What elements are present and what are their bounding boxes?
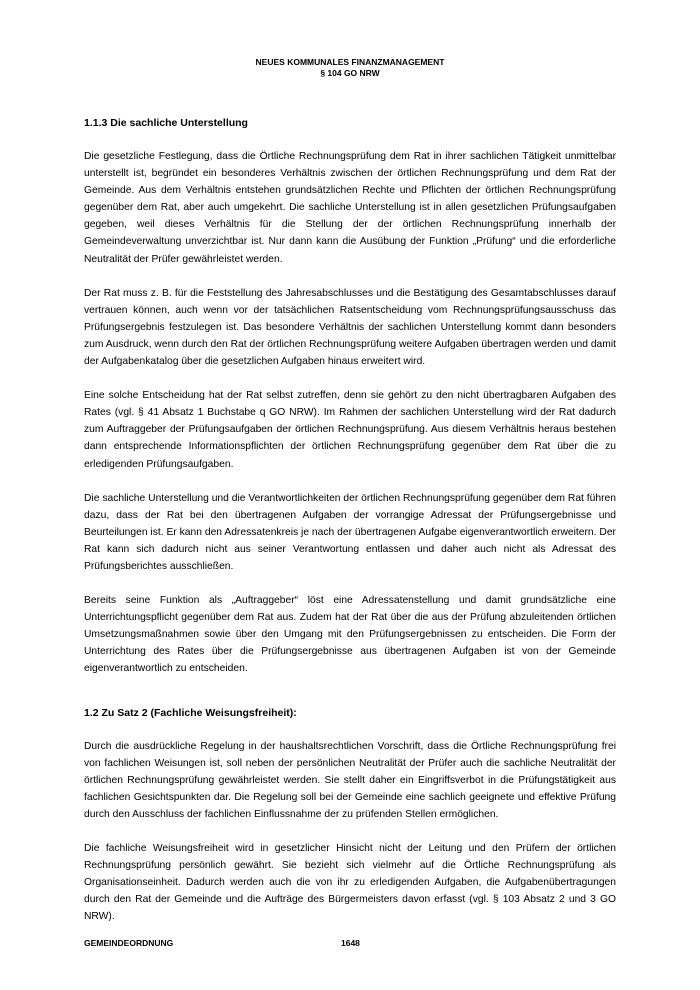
paragraph: Die gesetzliche Festlegung, dass die Örtliche Rechnungsprüfung dem Rat in ihrer sachlichen Tätigkeit unmittelbar unterstellt ist, begründet ein besonderes Verhältnis zwischen der örtlichen Rechnungsprüfung und dem Rat der Gemeinde. Aus dem Verhältnis entstehen grundsätzlichen Rechte und Pflichten der örtlichen Rechnungsprüfung gegenüber dem Rat, aber auch umgekehrt. Die sachliche Unterstellung ist in allen gesetzlichen Prüfungsaufgaben gegeben, weil dieses Verhältnis für die Stellung der der örtlichen Rechnungsprüfung innerhalb der Gemeindeverwaltung unverzichtbar ist. Nur dann kann die Ausübung der Funktion „Prüfung“ und die erforderliche Neutralität der Prüfer gewährleistet werden.: [84, 151, 616, 265]
paragraph: Die fachliche Weisungsfreiheit wird in gesetzlicher Hinsicht nicht der Leitung und den Prüfern der örtlichen Rechnungsprüfung persönlich gewährt. Sie bezieht sich vielmehr auf die Örtliche Rechnungsprüfung als Organisationseinheit. Dadurch werden auch die von ihr zu erledigenden Aufgaben, die Aufgabenübertragungen durch den Rat der Gemeinde und die Aufträge des Bürgermeisters davon erfasst (vgl. § 103 Absatz 2 und 3 GO NRW).: [84, 843, 616, 923]
paragraph: Die sachliche Unterstellung und die Verantwortlichkeiten der örtlichen Rechnungsprüfung gegenüber dem Rat führen dazu, dass der Rat bei den übertragenen Aufgaben der vorrangige Adressat der Prüfungsergebnisse und Beurteilungen ist. Er kann den Adressatenkreis je nach der übertragenen Aufgabe eigenverantwortlich erweitern. Der Rat kann sich dadurch nicht aus seiner Verantwortung entlassen und daher auch nicht als Adressat des Prüfungsberichtes ausschließen.: [84, 492, 616, 572]
footer-label: GEMEINDEORDNUNG: [84, 938, 174, 948]
paragraph: Durch die ausdrückliche Regelung in der haushaltsrechtlichen Vorschrift, dass die Örtliche Rechnungsprüfung frei von fachlichen Weisungen ist, soll neben der persönlichen Neutralität der Prüfer auch die sachliche Neutralität der örtlichen Rechnungsprüfung gewährleistet werden. Sie stellt daher ein Eingriffsverbot in die Prüfungstätigkeit aus fachlichen Gesichtspunkten dar. Die Regelung soll bei der Gemeinde eine sachlich geeignete und effektive Prüfung durch den Ausschluss der fachlichen Einflussnahme der zu prüfenden Stellen ermöglichen.: [84, 740, 616, 820]
page-number: 1648: [341, 938, 360, 948]
document-body: [84, 116, 616, 925]
paragraph: Eine solche Entscheidung hat der Rat selbst zutreffen, denn sie gehört zu den nicht übertragbaren Aufgaben des Rates (vgl. § 41 Absatz 1 Buchstabe q GO NRW). Im Rahmen der sachlichen Unterstellung wird der Rat dadurch zum Auftraggeber der Prüfungsaufgaben der örtlichen Rechnungsprüfung. Aus diesem Verhältnis heraus bestehen dann entsprechende Informationspflichten der örtlichen Rechnungsprüfung gegenüber dem Rat über die zu erledigenden Prüfungsaufgaben.: [84, 390, 616, 470]
paragraph: Bereits seine Funktion als „Auftraggeber“ löst eine Adressatenstellung und damit grundsätzliche eine Unterrichtungspflicht gegenüber dem Rat aus. Zudem hat der Rat über die aus der Prüfung abzuleitenden örtlichen Umsetzungsmaßnahmen sowie über den Umgang mit den Prüfungsergebnissen zu entscheiden. Die Form der Unterrichtung des Rates über die Prüfungsergebnisse aus übertragenen Aufgaben ist von der Gemeinde eigenverantwortlich zu entscheiden.: [84, 595, 616, 675]
section-heading-1-1-3: 1.1.3 Die sachliche Unterstellung: [84, 117, 248, 129]
header-subtitle: § 104 GO NRW: [320, 68, 380, 78]
paragraph: Der Rat muss z. B. für die Feststellung des Jahresabschlusses und die Bestätigung des Gesamtabschlusses darauf vertrauen können, auch wenn vor der tatsächlichen Ratsentscheidung vom Rechnungsprüfungsausschuss das Prüfungsergebnis festzulegen ist. Das besondere Verhältnis der sachlichen Unterstellung kommt dann besonders zum Ausdruck, wenn durch den Rat der örtlichen Rechnungsprüfung weitere Aufgaben übertragen werden und damit der Aufgabenkatalog über die gesetzlichen Aufgaben hinaus erweitert wird.: [84, 287, 616, 368]
page-header: [0, 57, 700, 79]
section-heading-1-2: 1.2 Zu Satz 2 (Fachliche Weisungsfreiheit):: [84, 706, 297, 719]
header-title: NEUES KOMMUNALES FINANZMANAGEMENT: [255, 57, 445, 67]
